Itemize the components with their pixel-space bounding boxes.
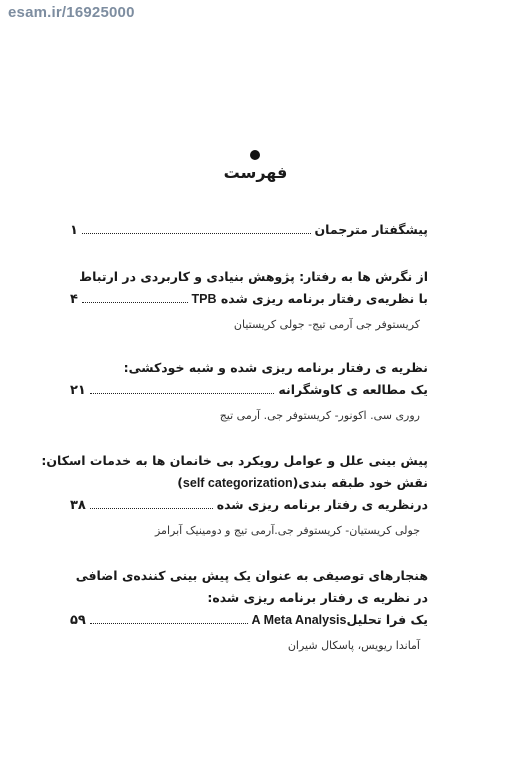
- bullet-ornament: [250, 150, 260, 160]
- author-line: جولی کریستیان- کریستوفر جی.آرمی تیج و دومینیک آبرامز: [154, 524, 420, 537]
- toc-title: یک مطالعه ی کاوشگرانه: [278, 382, 428, 397]
- toc-title: درنظریه ی رفتار برنامه ریزی شده: [216, 497, 428, 512]
- author-line: روری سی. اکونور- کریستوفر جی. آرمی تیج: [219, 409, 420, 422]
- toc-line: [70, 494, 428, 516]
- toc-line: [41, 450, 428, 472]
- page-number: ۲۱: [70, 383, 86, 398]
- toc-title: پیشگفتار مترجمان: [314, 222, 428, 237]
- watermark: esam.ir/16925000: [8, 4, 135, 21]
- toc-entry-2: [70, 266, 428, 334]
- toc-entry-5: [70, 565, 428, 655]
- latin-term: self categorization: [182, 476, 293, 490]
- toc-title: از نگرش ها به رفتار: پژوهش بنیادی و کاربردی در ارتباط: [79, 269, 428, 284]
- page-number: ۱: [70, 223, 78, 238]
- toc-line: [70, 357, 428, 379]
- toc-line: [70, 219, 428, 241]
- toc-title: هنجارهای توصیفی به عنوان یک پیش بینی کننده‌ی اضافی: [75, 568, 428, 583]
- toc-title: یک فرا تحلیلA Meta Analysis: [251, 612, 428, 627]
- latin-term: TPB: [191, 292, 217, 306]
- toc-entry-preface: [70, 219, 428, 241]
- toc-line: [70, 565, 428, 587]
- toc-line: [70, 288, 428, 310]
- toc-title: پیش بینی علل و عوامل رویکرد بی خانمان ها به خدمات اسکان:: [41, 453, 428, 468]
- dot-leader: [90, 508, 213, 509]
- page-number: ۴: [70, 292, 78, 307]
- page-number: ۳۸: [70, 498, 86, 513]
- toc-title: نظریه ی رفتار برنامه ریزی شده و شبه خودکشی:: [123, 360, 428, 375]
- dot-leader: [90, 393, 275, 394]
- toc-line: [70, 609, 428, 631]
- author-line: کریستوفر جی آرمی تیج- جولی کریستیان: [233, 318, 420, 331]
- toc-entry-3: [70, 357, 428, 425]
- page-number: ۵۹: [70, 613, 86, 628]
- toc-line: [70, 266, 428, 288]
- toc-title: با نظریه‌ی رفتار برنامه ریزی شده TPB: [191, 291, 428, 306]
- toc-title: نقش خود طبقه بندی(self categorization): [177, 475, 428, 490]
- latin-term: A Meta Analysis: [251, 613, 347, 627]
- toc-line: [70, 472, 428, 494]
- author-line: آماندا ریویس، پاسکال شیران: [287, 639, 420, 652]
- page-title: فهرست: [223, 163, 288, 182]
- toc-line: [70, 379, 428, 401]
- toc-line: [70, 587, 428, 609]
- dot-leader: [90, 623, 248, 624]
- dot-leader: [82, 302, 188, 303]
- toc-entry-4: [41, 450, 428, 540]
- toc-title: در نظریه ی رفتار برنامه ریزی شده:: [207, 590, 428, 605]
- dot-leader: [82, 233, 311, 234]
